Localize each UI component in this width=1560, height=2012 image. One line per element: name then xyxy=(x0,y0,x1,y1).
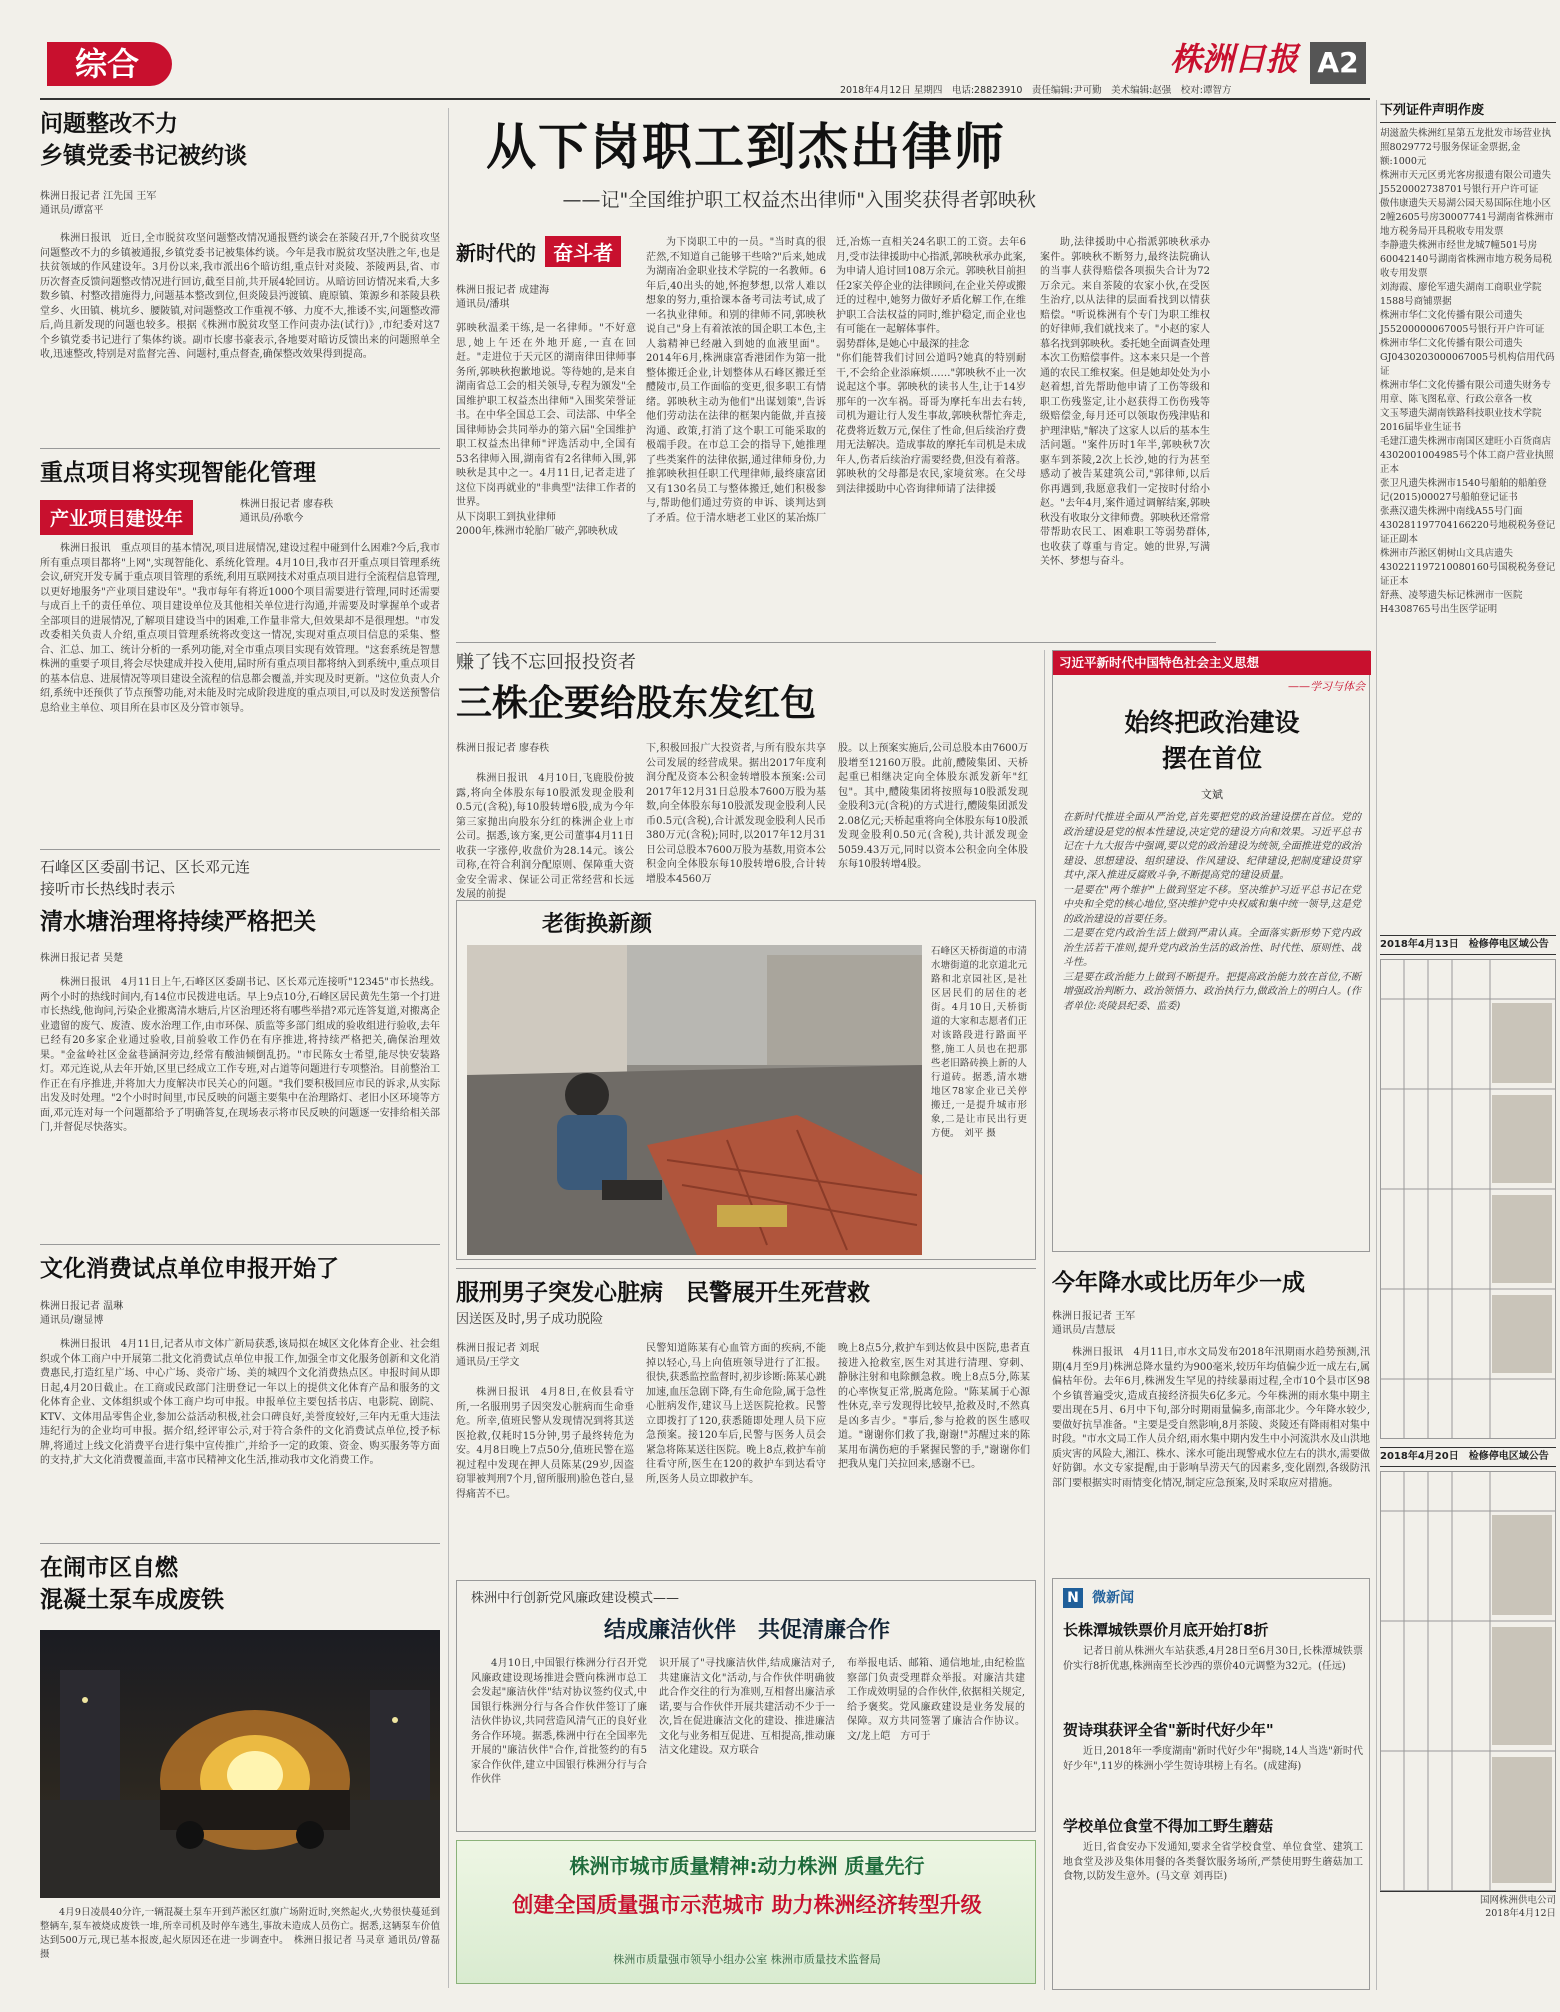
brief-title-2: 贺诗琪获评全省"新时代好少年" xyxy=(1063,1721,1274,1739)
masthead-info: 2018年4月12日 星期四 电话:28823910 责任编辑:尹可勤 美术编辑:赵强 校对:谭智方 xyxy=(840,85,1232,96)
headline: 三株企要给股东发红包 xyxy=(456,683,817,724)
article-body: 株洲日报讯 4月11日,记者从市文体广新局获悉,该局拟在城区文化体育企业、社会组织或个体工商户中开展第二批文化消费试点单位申报工作,加强全市文化服务创新和文化消费惠民,打造红星广场、中心广场、炎帝广场、美的城四个文化消费热点区。申报时间从即日起,4月20日截止。在工商或民政部门注册登记一年以上的提供文化体育产品和服务的文化体育企业、文体组织或个体工商户均可申报。申报单位主要包括书店、电影院、剧院、KTV、文体用品零售企业,参加公益活动积极,社会口碑良好,美誉度较好,三年内无重大违法违纪行为的企业均可申报。据介绍,经评审公示,对于符合条件的文化消费试点单位,授予标牌,将通过上线文化消费平台进行集中宣传推广,并给予一定的政策、资金、购买服务等方面的支持,扩大文化消费覆盖面,丰富市民精神文化生活,推动我市文化消费工作。 xyxy=(40,1339,440,1466)
theory-title-2: 摆在首位 xyxy=(1161,744,1262,773)
page-number: A2 xyxy=(1310,42,1366,84)
rescue-col-2: 民警知道陈某有心血管方面的疾病,不能掉以轻心,马上向值班领导进行了汇报。很快,获悉监控监督时,初步诊断:陈某心跳加速,血压急剧下降,有生命危险,属于急性心脏病发作,建议马上送医院抢救。民警立即拨打了120,获悉随即处理人员下应急预案。接120车后,民警与医务人员会紧急将陈某送往医院。晚上8点,救护车前往看守所,医生在120的救护车到达看守所,医务人员立即救护车。 xyxy=(646,1343,826,1485)
byline: 株洲日报记者 江先国 王军 通讯员/谭富平 xyxy=(40,191,157,216)
subheadline: 因送医及时,男子成功脱险 xyxy=(456,1312,604,1327)
article-water-treatment xyxy=(40,856,440,1242)
theory-header: 习近平新时代中国特色社会主义思想 xyxy=(1059,655,1260,670)
photo-caption: 4月9日凌晨40分许,一辆混凝土泵车开到芦淞区红旗广场附近时,突然起火,火势很快蔓延到整辆车,泵车被烧成废铁一堆,所幸司机及时停车逃生,事故未造成人员伤亡。据悉,这辆泵车价值达到500万元,现已基本报废,起火原因还在进一步调查中。 株洲日报记者 马灵章 通讯员/曾磊 摄 xyxy=(40,1907,440,1960)
paper-logo: 株洲日报 xyxy=(1170,40,1299,78)
series-badge xyxy=(456,236,646,268)
brief-label xyxy=(1063,1587,1134,1609)
article-pump-truck-fire xyxy=(40,1552,440,1992)
divider xyxy=(40,849,440,850)
brief-title-1: 长株潭城铁票价月底开始打8折 xyxy=(1063,1621,1269,1639)
col-rule-right xyxy=(1044,650,1045,1990)
rescue-col-1: 株洲日报讯 4月8日,在攸县看守所,一名服刑男子因突发心脏病而生命垂危。所幸,值班民警从发现情况到将其送医抢救,仅耗时15分钟,男子最终转危为安。4月8日晚上7点50分,值班民警在巡视过程中发现在押人员陈某(29岁,因盗窃罪被判刑7个月,留所服刑)脸色苍白,显得痛苦不已。 xyxy=(456,1387,634,1500)
col-rule-notices xyxy=(1376,100,1377,1990)
byline: 株洲日报记者 温琳 通讯员/谢显博 xyxy=(40,1301,124,1326)
byline: 株洲日报记者 廖春秩 通讯员/孙歌今 xyxy=(240,499,334,524)
outage-table-2 xyxy=(1380,1471,1556,1891)
series-badge-a: 新时代的 xyxy=(456,241,536,265)
headline: 文化消费试点单位申报开始了 xyxy=(40,1256,339,1282)
dividend-col-2: 下,积极回报广大投资者,与所有股东共享公司发展的经营成果。据出2017年度利润分配及资本公积金转增股本预案:公司2017年12月31日总股本7600万股为基数,向全体股东每10股派发现金股利人民币0.5元(含税),合计派发现金股利人民币380万元(含税);同时,以2017年12月31日公司总股本7600万股为基数,用资本公积金向全体股东每10股转增6股,合计转增股本4560万 xyxy=(646,743,826,885)
news-briefs xyxy=(1052,1578,1370,1990)
lead-headline: 从下岗职工到杰出律师 xyxy=(486,118,1006,176)
article-smart-management xyxy=(40,456,440,848)
kicker: 赚了钱不忘回报投资者 xyxy=(456,652,636,673)
article-body: 株洲日报讯 4月11日,市水文局发布2018年汛期雨水趋势预测,汛期(4月至9月)株洲总降水量约为900毫米,较历年均值偏少近一成左右,属偏枯年份。去年6月,株洲发生罕见的持续暴雨过程,全市10个县市区98个乡镇普遍受灾,造成直接经济损失6亿多元。今年株洲的雨水集中期主要出现在5月、6月中下旬,部分时期雨量偏多,南部北少。今年降水较少,要做好抗旱准备。"主要是受自然影响,8月茶陵、炎陵还有降雨相对集中时段。"市水文局工作人员介绍,雨水集中期内发生中小河流洪水及山洪地质灾害的风险大,湘江、株水、洣水可能出现警戒水位左右的洪水,需要做好防御。水文专家提醒,由于影响旱涝天气的因素多,变化剧烈,各级防汛部门要根据实时雨情变化情况,制定应急预案,及时采取应对措施。 xyxy=(1052,1347,1370,1489)
lead-subtitle: ——记"全国维护职工权益杰出律师"入围奖获得者郭映秋 xyxy=(562,189,1036,211)
article-dividend xyxy=(456,650,1036,900)
quality-banner xyxy=(456,1840,1036,1984)
headline: 服刑男子突发心脏病 民警展开生死营救 xyxy=(456,1280,870,1306)
banner-line-2: 创建全国质量强市示范城市 助力株洲经济转型升级 xyxy=(512,1893,982,1917)
theory-body: 在新时代推进全面从严治党,首先要把党的政治建设摆在首位。党的政治建设是党的根本性建设,决定党的建设方向和效果。习近平总书记在十九大报告中强调,要以党的政治建设为统领,全面推进党的政治建设、思想建设、组织建设、作风建设、纪律建设,把制度建设贯穿其中,深入推进反腐败斗争,不断提高党的建设质量。 一是要在"两个维护"上做到坚定不移。坚决维护习近平总书记在党中央和全党的核心地位,坚决维护党中央权威和集中统一领导,这是党的政治建设的首要任务。 二是要在党内政治生活上做到严肃认真。全面落实新形势下党内政治生活若干准则,提升党内政治生活的政治性、时代性、原则性、战斗性。 三是要在政治能力上做到不断提升。把提高政治能力放在首位,不断增强政治判断力、政治领悟力、政治执行力,做政治上的明白人。(作者单位:炎陵县纪委、监委) xyxy=(1063,812,1361,1012)
bank-col-1: 4月10日,中国银行株洲分行召开党风廉政建设现场推进会暨向株洲市总工会发起"廉洁伙伴"结对协议签约仪式,中国银行株洲分行与各合作伙伴签订了廉洁伙伴协议,共同营造风清气正的良好业务合作环境。据悉,株洲中行在全国率先开展的"廉洁伙伴"合作,首批签约的有5家合作伙伴,建立中国银行株洲分行与合作伙伴 xyxy=(471,1658,647,1785)
lead-col-4: 助,法律援助中心指派郭映秋承办案件。郭映秋不断努力,最终法院确认的当事人获得赔偿各项损失合计为72万余元。来自茶陵的农家小伙,在受医生治疗,以从法律的层面看找到以情获赔偿。"听说株洲有个专门为职工维权的好律师,我们就找来了。"小赵的家人慕名找到郭映秋。委托她全面调查处理本次工伤赔偿事件。这本来只是一个普通的农民工维权案。但是她却处处为小赵着想,首先帮助他申请了工伤等级和职工伤残鉴定,让小赵获得工伤伤残等级赔偿金,每月还可以领取伤残津贴和护理津贴,"解决了这家人以后的基本生活问题。"案件历时1年半,郭映秋7次驱车到茶陵,2次上长沙,她的行为甚至感动了被告某建筑公司,"郭律师,以后你再遇到,我愿意我们一定按时付给小赵。"去年4月,案件通过调解结案,郭映秋没有收取分文律师费。郭映秋还常常带帮助农民工、困难职工等弱势群体,也收获了尊重与肯定。她的世界,写满关怀、梦想与奋斗。 xyxy=(1040,237,1210,567)
headline-line2: 混凝土泵车成废铁 xyxy=(40,1587,224,1613)
fire-photo xyxy=(40,1630,440,1898)
lead-byline: 株洲日报记者 成建海 通讯员/潘琪 xyxy=(456,285,550,310)
kicker-line2: 接听市长热线时表示 xyxy=(40,880,176,898)
outage-notice-2-title: 2018年4月20日 检修停电区域公告 xyxy=(1380,1447,1556,1467)
street-photo xyxy=(467,945,922,1255)
article-body: 株洲日报讯 近日,全市脱贫攻坚问题整改情况通报暨约谈会在茶陵召开,7个脱贫攻坚问题整改不力的乡镇被通报,乡镇党委书记被集体约谈。今年是我市脱贫攻坚决胜之年,也是扶贫领域的作风建设年。3月份以来,我市派出6个暗访组,重点针对炎陵、茶陵两县,省、市历次督查反馈问题整改情况进行回访,截至目前,共开展4轮回访。从暗访回访情况来看,大多数乡镇、村整改措施得力,问题基本整改到位,但炎陵县沔渡镇、鹿原镇、策源乡和茶陵县秩堂乡、火田镇、桃坑乡、腰陂镇,对问题整改工作重视不够、力度不大,推诿不实,问题整改滞后,尚且新发现的问题也较多。根据《株洲市脱贫攻坚工作问责办法(试行)》,市纪委对这7个乡镇党委书记进行了集体约谈。副市长廖书豪表示,各地要对暗访反馈出来的问题照单全收,迅速整改,特别是对监督完善、问题村,重点督查,确保整改效果得到提高。 xyxy=(40,233,440,360)
divider xyxy=(456,642,1216,643)
divider xyxy=(40,1543,440,1544)
article-rainfall xyxy=(1052,1266,1370,1568)
notices-column xyxy=(1380,100,1556,1990)
brief-icon: N xyxy=(1063,1588,1083,1608)
article-body: 株洲日报讯 重点项目的基本情况,项目进展情况,建设过程中碰到什么困难?今后,我市所有重点项目都将"上网",实现智能化、系统化管理。4月10日,我市召开重点项目管理系统会议,研究开发专属于重点项目管理的系统,利用互联网技术对重点项目进行全流程信息管理,以更好地服务"产业项目建设年"。"我市每年有将近1000个项目需要进行管理,同时还需要与成百上千的责任单位、项目建设单位及其他相关单位进行沟通,并需要及时掌握单个或者全部项目的进展情况,了解项目建设当中的困难,工作量非常大,但效果却不是很理想。"市发改委相关负责人介绍,重点项目管理系统将改变这一情况,实现对重点项目信息的采集、整合、汇总、加工、统计分析的一系列功能,对全市重点项目实现有效管理。"这套系统是智慧株洲的重要子项目,将会尽快建成并投入使用,届时所有重点项目都将纳入到系统中,重点项目的基本信息、进展情况等项目建设全流程的信息都会覆盖,并实现及时更新。"这位负责人介绍,系统中还预供了节点预警功能,对未能及时完成阶段进度的重点项目,可以及时发送预警信息给业主单位、项目所在县市区及分管市领导。 xyxy=(40,543,440,714)
campaign-badge: 产业项目建设年 xyxy=(40,500,193,535)
masthead-rule xyxy=(40,98,1370,100)
lead-col-3: 迁,冶炼一直相关24名职工的工资。去年6月,受市法律援助中心指派,郭映秋承办此案,为申请人追讨回108万余元。郭映秋目前担任2家关停企业的法律顾问,在企业关停或搬迁的过程中,她努力做好矛盾化解工作,在维护职工合法权益的同时,维护稳定,而企业也有可能在一起解体事件。 弱势群体,是她心中最深的挂念 "你们能替我们讨回公道吗?她真的特别耐干,不会给企业添麻烦……"郭映秋不止一次说起这个事。郭映秋的读书人生,让于14岁那年的一次车祸。哥哥为摩托车出去右转,司机为避让行人发生事故,郭映秋帮忙奔走,花费将近数万元,保住了性命,但后续治疗费用无法解决。造成事故的摩托车司机是未成年人,伤者后续治疗需要经费,但没有着落。郭映秋的父母都是农民,家境贫寒。在父母到法律援助中心咨询律师请了法律援 xyxy=(836,237,1026,495)
headline: 结成廉洁伙伴 共促清廉合作 xyxy=(603,1618,890,1643)
lead-col-2: 为下岗职工中的一员。"当时真的很茫然,不知道自己能够干些啥?"后来,她成为湖南冶金职业技术学院的一名教师。6年后,40出头的她,怀抱梦想,以常人难以想象的努力,重拾课本备考司法考试,成了一名执业律师。和别的律师不同,郭映秋说自己"身上有着浓浓的国企职工本色,主人翁精神已经融入到她的血液里面"。2014年6月,株洲康富香港团作为第一批整体搬迁企业,计划整体从石峰区搬迁至醴陵市,员工作面临的变更,很多职工有情绪。郭映秋主动为他们"出谋划策",告诉他们劳动法在法律的框架内能做,并直接沟通、政策,打消了这个职工可能采取的极端手段。在市总工会的指导下,她推理了些类案件的法律依据,通过律师身份,力推郭映秋担任职工代理律师,最终康富团又有130名员工与整体搬迁,她们积极参与,帮助他们通过劳资的申诉、谈判达到了矛盾。位于清水塘老工业区的某冶炼厂 xyxy=(646,237,826,524)
brief-label-text: 微新闻 xyxy=(1092,1590,1135,1606)
fire-scene xyxy=(40,1630,440,1898)
dividend-col-3: 股。以上预案实施后,公司总股本由7600万股增至12160万股。此前,醴陵集团、天桥起重已相继决定向全体股东派发新年"红包"。其中,醴陵集团将按照每10股派发现金股利3元(含税)的方式进行,醴陵集团派发2.08亿元;天桥起重将向全体股东每10股派发现金股利0.50元(含税),共计派发现金5059.43万元,同时以资本公积金向全体股东每10股转增4股。 xyxy=(838,743,1028,870)
byline: 株洲日报记者 吴楚 xyxy=(40,953,124,964)
divider xyxy=(40,1244,440,1245)
street-scene xyxy=(467,945,922,1255)
banner-credit: 株洲市质量强市领导小组办公室 株洲市质量技术监督局 xyxy=(613,1953,881,1966)
series-badge-b: 奋斗者 xyxy=(545,236,621,267)
section-label: 综合 xyxy=(74,45,139,83)
headline: 今年降水或比历年少一成 xyxy=(1052,1270,1305,1296)
article-bank xyxy=(456,1580,1036,1832)
outage-table-1 xyxy=(1380,959,1556,1439)
dividend-col-1: 株洲日报讯 4月10日,飞鹿股份披露,将向全体股东每10股派发现金股利0.5元(含税),每10股转增6股,成为今年第三家抛出向股东分红的株洲企业上市公司。据悉,该方案,更公司董事4月11日收获一字涨停,收盘价为28.14元。该公司称,在符合利润分配原则、保障重大资金安全需求、保证公司正常经营和长远发展的前提 xyxy=(456,773,634,900)
banner-line-1: 株洲市城市质量精神:动力株洲 质量先行 xyxy=(569,1854,925,1878)
divider xyxy=(456,1268,1036,1269)
photo-feature-title: 老街换新颜 xyxy=(541,912,652,937)
kicker-line1: 石峰区区委副书记、区长邓元连 xyxy=(40,858,251,876)
lead-story xyxy=(456,108,1036,640)
brief-title-3: 学校单位食堂不得加工野生蘑菇 xyxy=(1063,1817,1274,1835)
article-rescue xyxy=(456,1276,1036,1572)
brief-body-1: 记者日前从株洲火车站获悉,4月28日至6月30日,长株潭城铁票价实行8折优惠,株洲南至长沙西的票价40元调整为32元。(任远) xyxy=(1063,1646,1363,1672)
theory-title-1: 始终把政治建设 xyxy=(1124,708,1300,737)
notices-title: 下列证件声明作废 xyxy=(1380,100,1556,123)
byline: 株洲日报记者 王军 通讯员/吉慧辰 xyxy=(1052,1311,1136,1336)
byline: 株洲日报记者 刘珉 通讯员/王学文 xyxy=(456,1343,540,1368)
outage-table-2-grid xyxy=(1380,1471,1556,1891)
divider xyxy=(40,448,440,449)
headline: 重点项目将实现智能化管理 xyxy=(40,460,316,486)
masthead xyxy=(0,0,1560,96)
photo-caption: 石峰区天桥街道的市清水塘街道的北京道北元路和北京园社区,是社区居民们的居住的老街。4月10日,天桥街道的大家和志愿者们正对该路段进行路面平整,施工人员也在把那些老旧路砖换上新的人行道砖。据悉,清水塘地区78家企业已关停搬迁,一是提升城市形象,二是让市民出行更方便。 刘平 摄 xyxy=(931,946,1027,1139)
article-cultural-consumption xyxy=(40,1252,440,1542)
headline-line1: 在闹市区自燃 xyxy=(40,1555,178,1581)
notices-footer: 国网株洲供电公司 2018年4月12日 xyxy=(1380,1891,1556,1920)
rescue-col-3: 晚上8点5分,救护车到达攸县中医院,患者直接进入抢救室,医生对其进行清理、穿刺、静脉注射和电除颤急救。晚上8点5分,陈某的心率恢复正常,脱离危险。"陈某属于心源性休克,幸亏发现得比较早,抢救及时,不然真是凶多吉少。"事后,参与抢救的医生感叹道。"谢谢你们救了我,谢谢!"苏醒过来的陈某用布满伤疤的手紧握民警的手,"谢谢你们把我从鬼门关拉回来,感谢不已。 xyxy=(838,1343,1030,1470)
theory-author: 文斌 xyxy=(1201,788,1223,801)
outage-table-1-grid xyxy=(1380,959,1556,1439)
headline-line1: 问题整改不力 xyxy=(40,111,178,137)
headline: 清水塘治理将持续严格把关 xyxy=(40,909,316,935)
brief-body-3: 近日,省食安办下发通知,要求全省学校食堂、单位食堂、建筑工地食堂及涉及集体用餐的各类餐饮服务场所,严禁使用野生蘑菇加工食物,以防发生意外。(马文章 刘再臣) xyxy=(1063,1842,1363,1882)
brief-body-2: 近日,2018年一季度湖南"新时代好少年"揭晓,14人当选"新时代好少年",11岁的株洲小学生贺诗琪榜上有名。(成建海) xyxy=(1063,1746,1363,1772)
article-body: 株洲日报讯 4月11日上午,石峰区区委副书记、区长邓元连接听"12345"市长热线。两个小时的热线时间内,有14位市民拨进电话。早上9点10分,石峰区居民黄先生第一个打进市长热线,他询问,污染企业搬离清水塘后,片区治理还将有哪些举措?邓元连答复道,对搬离企业遗留的废气、废渣、废水治理工作,由市环保、质监等多部门组成的验收组进行验收,去年已经有20多家企业通过验收,目前验收工作仍在有序推进,将持续严格把关,确保治理效果。"金盆岭社区金盆巷涵洞旁边,经常有酸油倾倒乱扔。"市民陈女士希望,能尽快安装路灯。邓元连说,从去年开始,区里已经成立工作专班,对占道等问题进行专项整治。目前整治工作正在有序推进,并将加大力度解决市民关心的问题。"我们要积极回应市民的诉求,从实际出发及时处理。"2个小时时间里,市民反映的问题主要集中在治理路灯、老旧小区环境等方面,邓元连对每一个问题都给予了明确答复,在现场表示将市民反映的问题逐一安排给相关部门,并督促尽快落实。 xyxy=(40,977,440,1133)
outage-notice-1-title: 2018年4月13日 检修停电区域公告 xyxy=(1380,935,1556,955)
byline: 株洲日报记者 廖春秩 xyxy=(456,743,550,754)
photo-old-street xyxy=(456,900,1036,1260)
col-rule-left xyxy=(448,108,449,1988)
notices-body: 胡滋盈失株洲红星第五龙批发市场营业执照8029772号服务保证金票据,金额:1000元 株洲市天元区勇光客房报遗有限公司遗失J5520002738701号银行开户许可证 傲伟康遗失天易湖公园天易国际住地小区2幢2605号房30007741号湖南省株洲市地方税务局开具税收专用发票 李静遗失株洲市经世龙城7幢501号房60042140号湖南省株洲市地方税务局税收专用发票 刘海霞、廖伦军遗失湖南工商职业学院1588号商铺票据 株洲市华仁文化传播有限公司遗失J55200000067005号银行开户许可证 株洲市华仁文化传播有限公司遗失GJ0430203000067005号机构信用代码证 株洲市华仁文化传播有限公司遗失财务专用章、陈飞图私章、行政公章各一枚 文玉琴遗失湖南铁路科技职业技术学院2016届毕业生证书 毛建江遗失株洲市南国区建旺小百货商店4302001004985号个体工商户营业执照正本 张卫凡遗失株洲市1540号船舶的船舶登记(2015)00027号船舶登记证书 张燕汉遗失株洲中南线A55号门面430281197704166220号地税税务登记证正副本 株洲市芦淞区朝树山文具店遗失430221197210080160号国税税务登记证正本 舒燕、凌琴遗失标记株洲市一医院H4308765号出生医学证明 xyxy=(1380,128,1556,615)
theory-column xyxy=(1052,650,1370,1252)
bank-col-2: 识开展了"寻找廉洁伙伴,结成廉洁对子,共建廉洁文化"活动,与合作伙伴明确彼此合作交往的行为准则,互相督出廉洁承诺,要与合作伙伴开展共建活动不少于一次,旨在促进廉洁文化的建设、推进廉洁文化与业务相互促进、互相提高,推动廉洁文化建设。双方联合 xyxy=(659,1658,835,1756)
kicker: 株洲中行创新党风廉政建设模式—— xyxy=(471,1591,680,1606)
headline-line2: 乡镇党委书记被约谈 xyxy=(40,143,247,169)
lead-col-1: 郭映秋温柔干练,是一名律师。"不好意思,她上午还在外地开庭,一直在回赶。"走进位于天元区的湖南律田律师事务所,郭映秋抱歉地说。等待她的,是来自湖南省总工会的相关领导,专程为颁发"全国维护职工权益杰出律师"入围奖荣誉证书。在中华全国总工会、司法部、中华全国律师协会共同举办的第六届"全国维护职工权益杰出律师"评选活动中,全国有53名律师入围,湖南省有2名律师入围,郭映秋是其中之一。4月11日,记者走进了这位下岗再就业的"非典型"法律工作者的世界。 从下岗职工到执业律师 2000年,株洲市轮胎厂破产,郭映秋成 xyxy=(456,323,636,537)
bank-col-3: 布举报电话、邮箱、通信地址,由纪检监察部门负责受理群众举报。对廉洁共建工作成效明显的合作伙伴,依据相关规定,给予褒奖。党风廉政建设是业务发展的保障。双方共同签署了廉洁合作协议。文/龙上皑 方可于 xyxy=(847,1658,1025,1742)
theory-header-sub: ——学习与体会 xyxy=(1288,680,1365,693)
article-rectification xyxy=(40,108,440,458)
